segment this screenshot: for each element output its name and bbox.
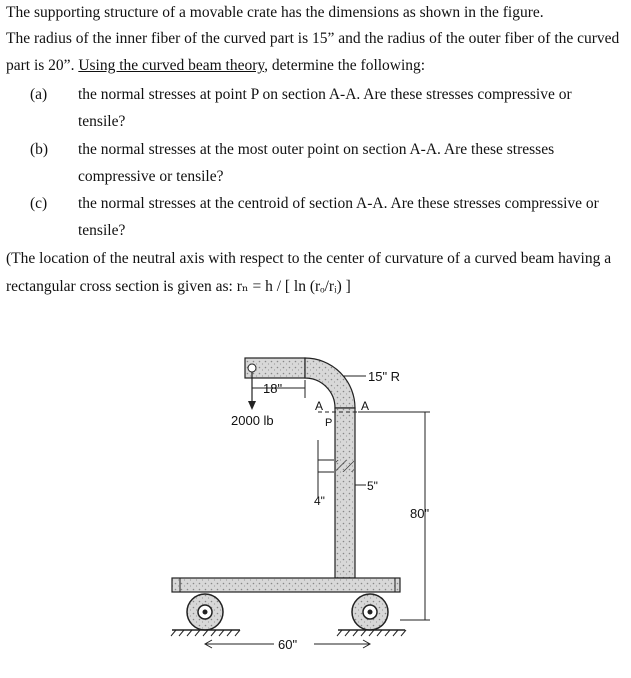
- note-line-2: rectangular cross section is given as: rₙ = h / [ ln (rₒ/rᵢ) ]: [6, 278, 351, 295]
- dim-4-line: [318, 440, 334, 498]
- section-a-right: A: [361, 399, 370, 413]
- part-a-label: (a): [30, 86, 48, 103]
- intro-line-3-end: , determine the following:: [264, 57, 426, 74]
- base-beam: [172, 578, 400, 592]
- note-line-1: (The location of the neutral axis with respect to the center of curvature of a curved beam having a: [6, 250, 612, 267]
- section-hatch: [336, 460, 354, 472]
- dim-80-label: 80": [410, 506, 430, 521]
- dim-60-label: 60": [278, 637, 298, 652]
- intro-line-3-start: part is 20”.: [6, 57, 79, 74]
- top-arm: [245, 358, 305, 378]
- part-b-line1: the normal stresses at the most outer point on section A-A. Are these stresses: [78, 141, 555, 158]
- vertical-post: [335, 408, 355, 578]
- dim-4-label: 4": [314, 494, 325, 508]
- ground-right: [337, 630, 406, 636]
- curved-beam: [305, 358, 355, 408]
- part-a-line2: tensile?: [78, 113, 126, 130]
- ground-left: [171, 630, 240, 636]
- part-c-line2: tensile?: [78, 222, 126, 239]
- right-wheel: [352, 594, 388, 630]
- intro-line-2: The radius of the inner fiber of the curved part is 15” and the radius of the outer fiber of the curved: [6, 30, 620, 47]
- part-b-line2: compressive or tensile?: [78, 168, 224, 185]
- section-a-left: A: [315, 399, 324, 413]
- dim-15r-label: 15" R: [368, 369, 401, 384]
- load-label: 2000 lb: [231, 413, 274, 428]
- point-p-label: P: [325, 417, 333, 429]
- dim-5-label: 5": [367, 479, 378, 493]
- part-a-line1: the normal stresses at point P on section A-A. Are these stresses compressive or: [78, 86, 572, 103]
- intro-line-1: The supporting structure of a movable crate has the dimensions as shown in the figure.: [6, 4, 544, 21]
- part-b-label: (b): [30, 141, 49, 158]
- part-c-label: (c): [30, 195, 48, 212]
- part-c-line1: the normal stresses at the centroid of section A-A. Are these stresses compressive or: [78, 195, 599, 212]
- dim-18-label: 18": [263, 381, 283, 396]
- curved-beam-theory-underlined: Using the curved beam theory: [78, 57, 265, 74]
- left-wheel: [187, 594, 223, 630]
